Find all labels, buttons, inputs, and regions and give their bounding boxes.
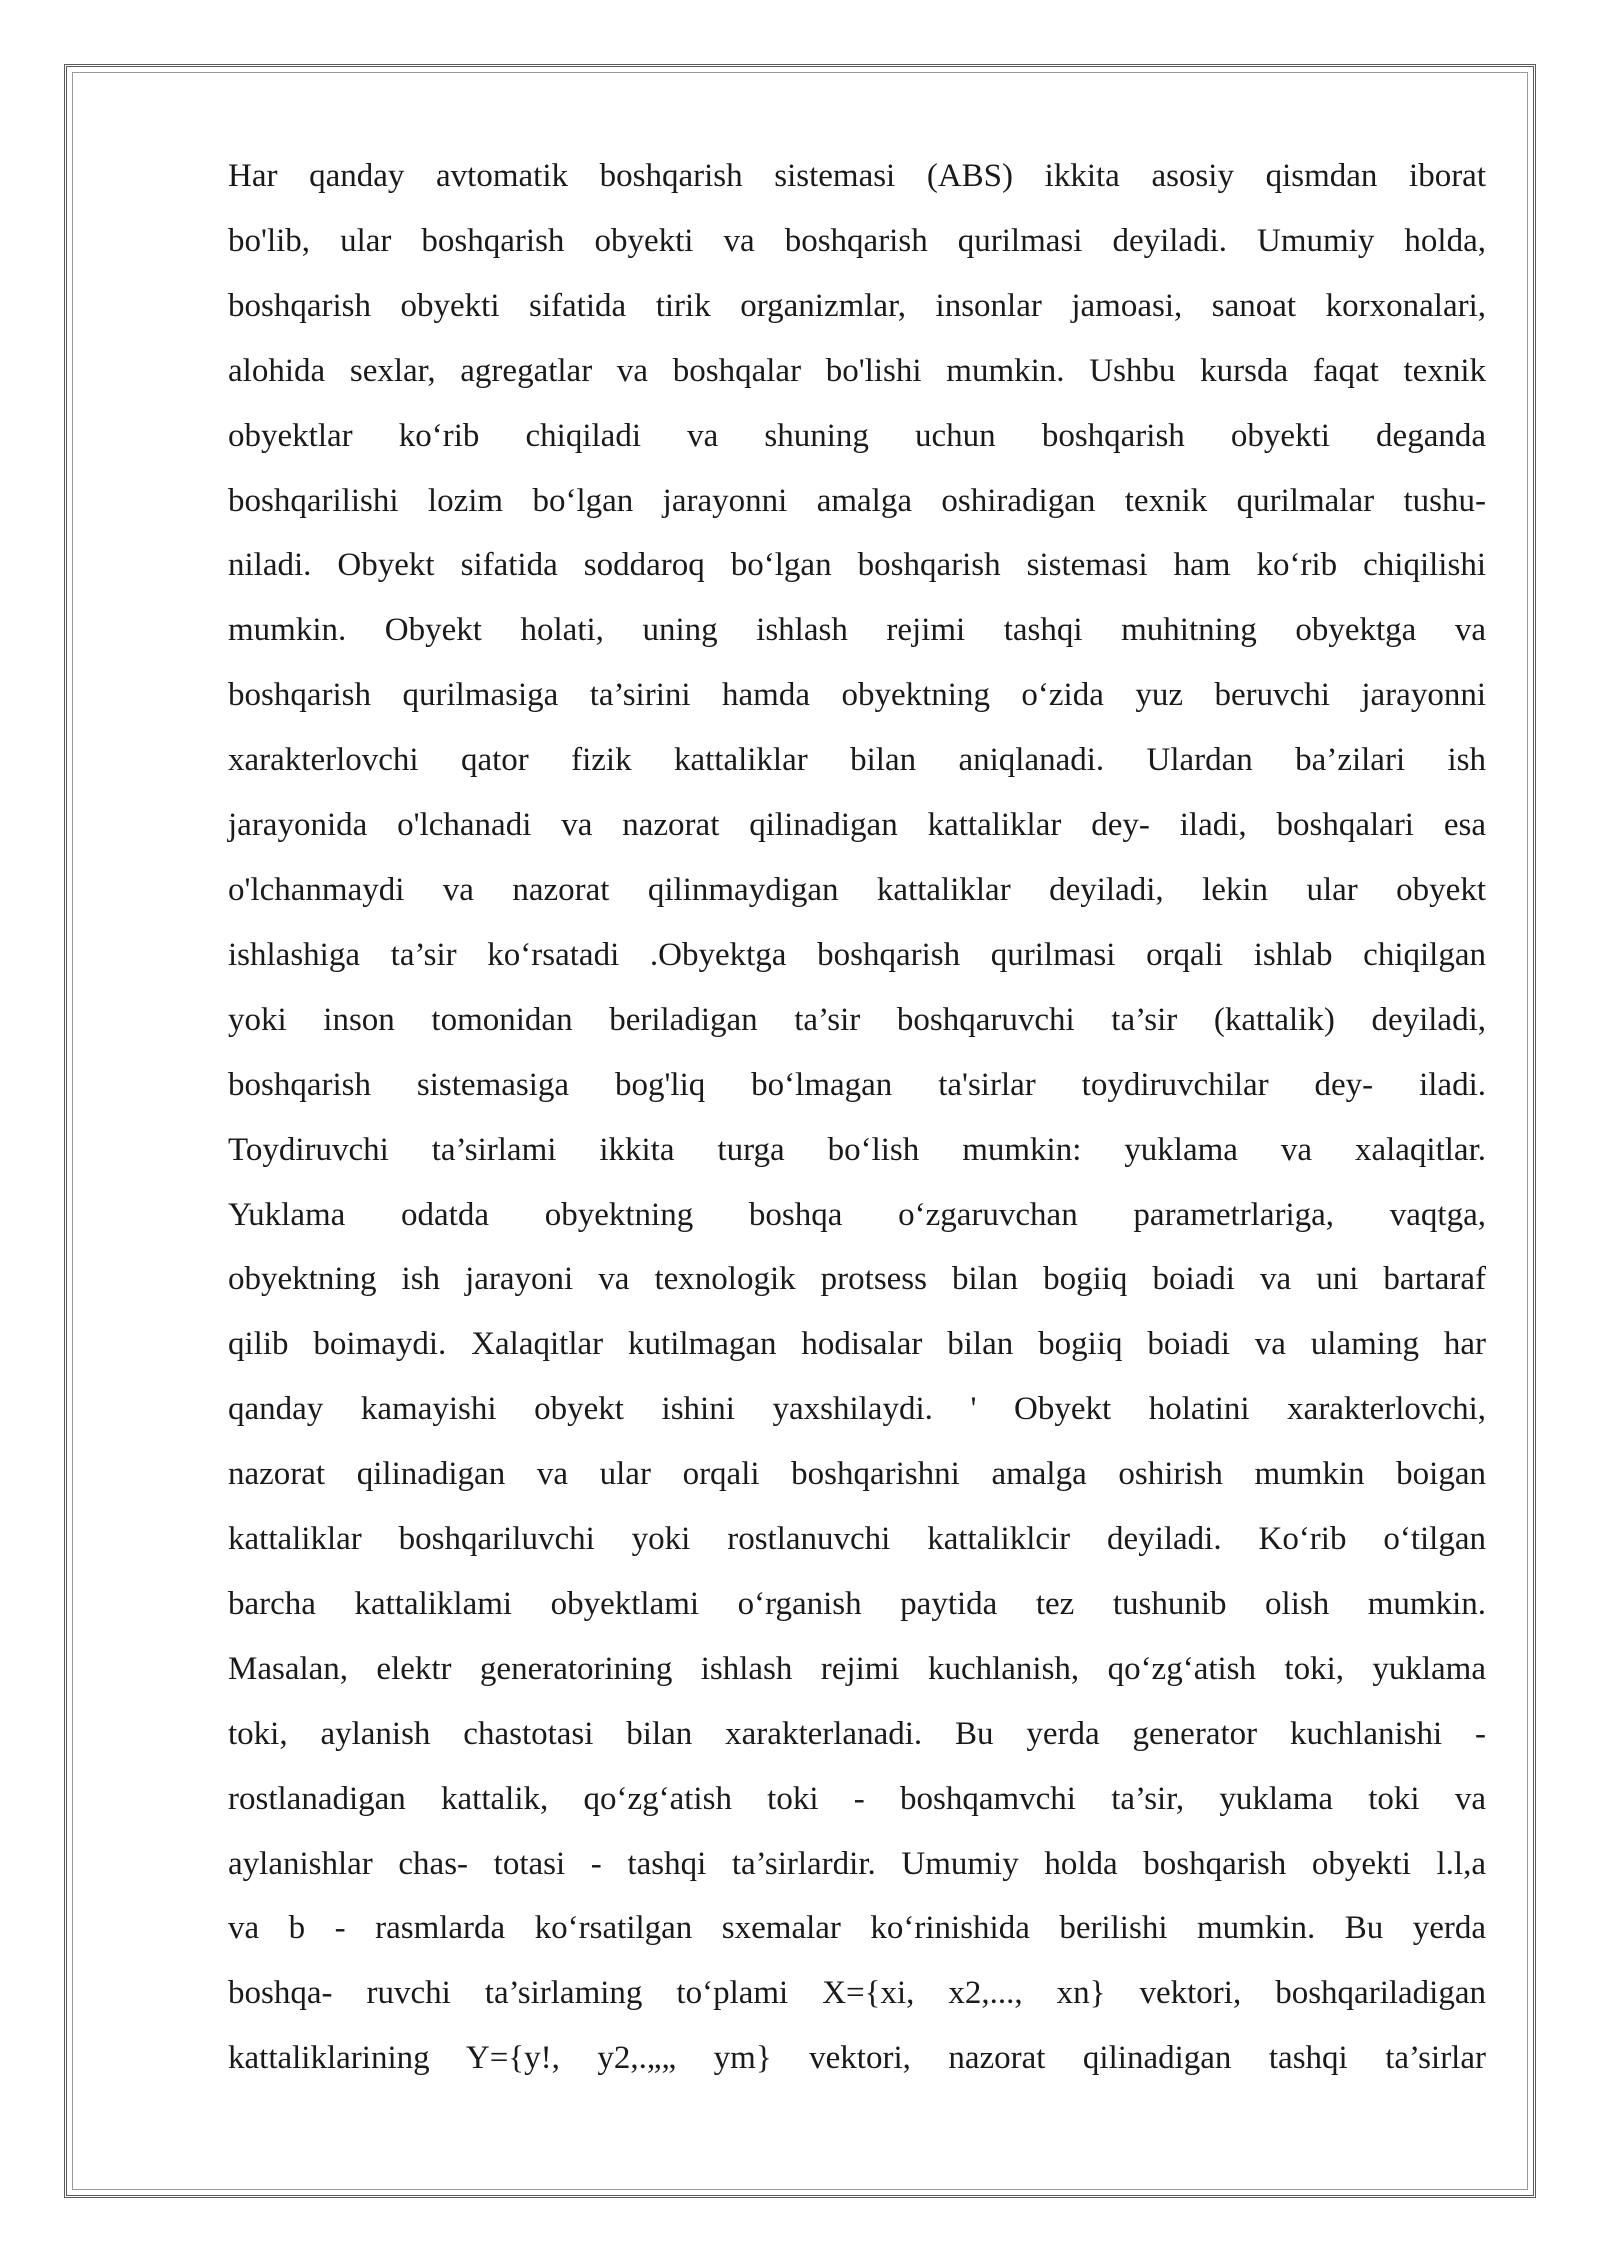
text-line: aylanishlar chas- totasi - tashqi ta’sirlardir. Umumiy holda boshqarish obyekti l.l,a bbox=[228, 1845, 1486, 1882]
text-line: boshqarish sistemasiga bog'liq bo‘lmagan ta'sirlar toydiruvchilar dey- iladi. bbox=[228, 1066, 1486, 1103]
text-line: va b - rasmlarda ko‘rsatilgan sxemalar ko‘rinishida berilishi mumkin. Bu yerda bbox=[228, 1910, 1486, 1947]
text-line: nazorat qilinadigan va ular orqali boshqarishni amalga oshirish mumkin boigan bbox=[228, 1456, 1486, 1493]
text-line: ishlashiga ta’sir ko‘rsatadi .Obyektga boshqarish qurilmasi orqali ishlab chiqilgan bbox=[228, 936, 1486, 973]
text-line: kattaliklarining Y={y!, y2,.„„ ym} vektori, nazorat qilinadigan tashqi ta’sirlar bbox=[228, 2040, 1486, 2077]
text-line: qanday kamayishi obyekt ishini yaxshilaydi. ' Obyekt holatini xarakterlovchi, bbox=[228, 1391, 1486, 1428]
text-line: alohida sexlar, agregatlar va boshqalar bo'lishi mumkin. Ushbu kursda faqat texnik bbox=[228, 352, 1486, 389]
text-line: boshqa- ruvchi ta’sirlaming to‘plami X={xi, x2,..., xn} vektori, boshqariladigan bbox=[228, 1975, 1486, 2012]
text-line: bo'lib, ular boshqarish obyekti va boshqarish qurilmasi deyiladi. Umumiy holda, bbox=[228, 222, 1486, 259]
text-line: xarakterlovchi qator fizik kattaliklar bilan aniqlanadi. Ulardan ba’zilari ish bbox=[228, 742, 1486, 779]
text-line: Toydiruvchi ta’sirlami ikkita turga bo‘lish mumkin: yuklama va xalaqitlar. bbox=[228, 1131, 1486, 1168]
body-paragraph bbox=[228, 144, 1486, 2091]
text-line: obyektning ish jarayoni va texnologik protsess bilan bogiiq boiadi va uni bartaraf bbox=[228, 1261, 1486, 1298]
text-line: boshqarish qurilmasiga ta’sirini hamda obyektning o‘zida yuz beruvchi jarayonni bbox=[228, 677, 1486, 714]
text-line: boshqarish obyekti sifatida tirik organizmlar, insonlar jamoasi, sanoat korxonalari, bbox=[228, 287, 1486, 324]
text-line: mumkin. Obyekt holati, uning ishlash rejimi tashqi muhitning obyektga va bbox=[228, 612, 1486, 649]
text-line: Yuklama odatda obyektning boshqa o‘zgaruvchan parametrlariga, vaqtga, bbox=[228, 1196, 1486, 1233]
text-line: Masalan, elektr generatorining ishlash rejimi kuchlanish, qo‘zg‘atish toki, yuklama bbox=[228, 1650, 1486, 1687]
text-line: obyektlar ko‘rib chiqiladi va shuning uchun boshqarish obyekti deganda bbox=[228, 417, 1486, 454]
text-line: Har qanday avtomatik boshqarish sistemasi (ABS) ikkita asosiy qismdan iborat bbox=[228, 158, 1486, 194]
text-line: o'lchanmaydi va nazorat qilinmaydigan kattaliklar deyiladi, lekin ular obyekt bbox=[228, 871, 1486, 908]
text-line: jarayonida o'lchanadi va nazorat qilinadigan kattaliklar dey- iladi, boshqalari esa bbox=[228, 807, 1486, 844]
text-line: rostlanadigan kattalik, qo‘zg‘atish toki - boshqamvchi ta’sir, yuklama toki va bbox=[228, 1780, 1486, 1817]
text-line: kattaliklar boshqariluvchi yoki rostlanuvchi kattaliklcir deyiladi. Ko‘rib o‘tilgan bbox=[228, 1521, 1486, 1558]
text-line: boshqarilishi lozim bo‘lgan jarayonni amalga oshiradigan texnik qurilmalar tushu- bbox=[228, 482, 1486, 519]
text-line: qilib boimaydi. Xalaqitlar kutilmagan hodisalar bilan bogiiq boiadi va ulaming har bbox=[228, 1326, 1486, 1363]
text-line: niladi. Obyekt sifatida soddaroq bo‘lgan boshqarish sistemasi ham ko‘rib chiqilishi bbox=[228, 547, 1486, 584]
text-line: yoki inson tomonidan beriladigan ta’sir boshqaruvchi ta’sir (kattalik) deyiladi, bbox=[228, 1001, 1486, 1038]
text-line: toki, aylanish chastotasi bilan xarakterlanadi. Bu yerda generator kuchlanishi - bbox=[228, 1715, 1486, 1752]
text-line: barcha kattaliklami obyektlami o‘rganish paytida tez tushunib olish mumkin. bbox=[228, 1585, 1486, 1622]
